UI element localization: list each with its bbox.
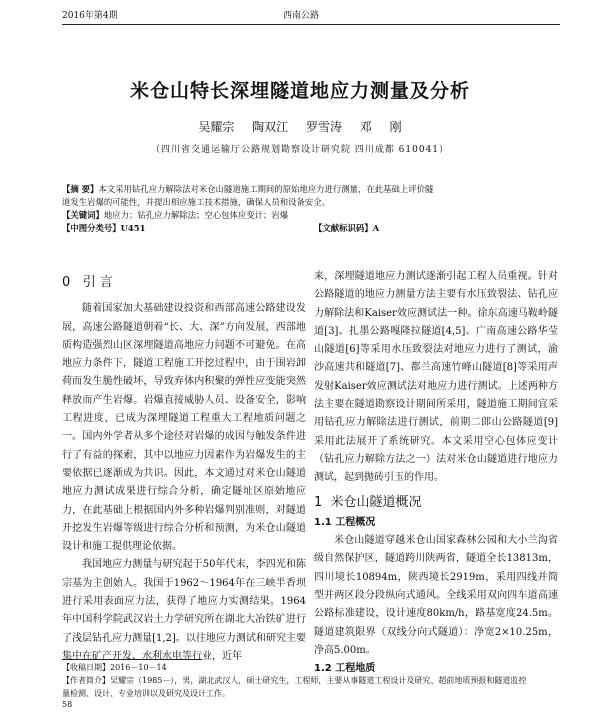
doc-code-label: 【文献标识码】 bbox=[314, 223, 373, 233]
subsection-1-1-text: 米仓山隧道穿越米仓山国家森林公园和大小兰沟省级自然保护区，隧道跨川陕两省，隧道全长13813m，四川境长10894m，陕西境长2919m，采用四线并简型并两区段分段纵向式通风。全线采用双向四车道高速公路标准建设，设计速度80km/h，路基宽度24.5m。隧道建筑限界（双线分向式隧道）：净宽2×10.25m，净高5.00m。 bbox=[314, 535, 558, 656]
clc-label: 【中图分类号】 bbox=[62, 223, 121, 233]
abstract-label: 【摘 要】 bbox=[62, 184, 99, 194]
author-info-1: 【作者简介】吴耀宗（1985－），男，湖北武汉人，硕士研究生，工程师，主要从事隧道工程设计及研究、超前地质预报和隧道监控 bbox=[62, 676, 527, 685]
section-title: 米仓山隧道概况 bbox=[330, 494, 422, 510]
section-number: 1 bbox=[314, 494, 323, 510]
intro-paragraph-2: 我国地应力测量与研究起于50年代末，李四光和陈宗基为主创始人。我国于1962～1964年在三峡半香坝进行采用表面应力法，获得了地应力实测结果。1964年中国科学院武汉岩土力学研究所在湖北大冶铁矿进行了浅层钻孔应力测量[1,2]。以往地应力测试和研究主要集中在矿产开发、水利水电等行业，近年 bbox=[62, 559, 306, 662]
page-title: 米仓山特长深埋隧道地应力测量及分析 bbox=[129, 80, 470, 102]
footnote-rule bbox=[62, 659, 202, 660]
page-number: 58 bbox=[62, 700, 73, 709]
section-heading-intro bbox=[62, 274, 306, 292]
section-title: 引 言 bbox=[82, 275, 113, 290]
intro-paragraph-1: 随着国家加大基础建设投资和西部高速公路建设发展，高速公路隧道朝着“长、大、深”方向发展，西部地质构造强烈山区深埋隧道高地应力问题不可避免。在高地应力条件下，隧道工程施工开挖过程中，由于围岩卸荷而发生脆性破坏，导致弃体内积聚的弹性应变能突然释放而产生岩爆。岩爆直接威胁人员、设备安全，影响工程进度，已成为深埋隧道工程重大工程地质问题之一。国内外学者从多个途径对岩爆的成因与触发条件进行了有益的探索，其中以地应力因素作为岩爆发生的主要依据已逐渐成为共识。因此，本文通过对米仓山隧道地应力测试成果进行综合分析，确定隧址区原始地应力，在此基础上根据国内外多种岩爆判别准则，对隧道开挖发生岩爆等级进行综合分析和预测，为米仓山隧道设计和施工提供理论依据。 bbox=[62, 303, 306, 553]
running-header-journal: 西南公路 bbox=[283, 11, 320, 21]
doc-code-value: A bbox=[372, 223, 380, 233]
received-date: 【收稿日期】2016－10－14 bbox=[62, 663, 167, 672]
section-number: 0 bbox=[62, 275, 71, 290]
abstract bbox=[62, 183, 558, 235]
right-column bbox=[314, 268, 558, 679]
clc-value: U451 bbox=[120, 223, 146, 233]
subsection-heading-1-1: 1.1 工程概况 bbox=[314, 516, 376, 528]
author-info-2: 量检测、设计、专业培训以及研究及设计工作。 bbox=[62, 689, 230, 698]
keywords-label: 【关键词】 bbox=[62, 210, 104, 220]
intro-paragraph-3: 来，深埋隧道地应力测试逐渐引起工程人员重视。针对公路隧道的地应力测量方法主要有水压致裂法、钻孔应力解除法和Kaiser效应测试法一种。徐东高速马鞍岭隧道[3]、扎墨公路嘎隆拉隧道[4,5]、广南高速公路华莹山隧道[6]等采用水压致裂法对地应力进行了测试，渝沙高速共和隧道[7]、都兰高速竹峰山隧道[8]等采用声发射Kaiser效应测试法对地应力进行测试。上述两种方法主要在隧道勘察设计期间所采用，隧道施工期间宜采用钻孔应力解除法进行测试，前期二郎山公路隧道[9]采用此法展开了系统研究。本文采用空心包体应变计（钻孔应力解除方法之一）法对米仓山隧道进行地应力测试，起到抛砖引玉的作用。 bbox=[314, 271, 558, 484]
abstract-text-2: 道发生岩爆的可能性，并提出相应施工技术措施，确保人员和设备安全。 bbox=[62, 197, 330, 207]
affiliation: （四川省交通运输厅公路规划勘察设计研究院 四川成都 610041） bbox=[150, 145, 450, 155]
subsection-heading-1-2: 1.2 工程地质 bbox=[314, 663, 376, 675]
keywords-text: 地应力；钻孔应力解除法；空心包体应变计；岩爆 bbox=[103, 210, 289, 220]
left-column bbox=[62, 274, 306, 666]
section-heading-1 bbox=[314, 494, 558, 512]
footnotes bbox=[62, 661, 558, 700]
author-list: 吴耀宗 陶双江 罗雪涛 邓 刚 bbox=[198, 120, 402, 134]
running-header-issue: 2016年第4期 bbox=[62, 11, 118, 21]
abstract-text-1: 本文采用钻孔应力解除法对米仓山隧道施工期间的原始地应力进行测量，在此基础上评价隧 bbox=[98, 184, 434, 194]
header-rule bbox=[62, 24, 560, 25]
